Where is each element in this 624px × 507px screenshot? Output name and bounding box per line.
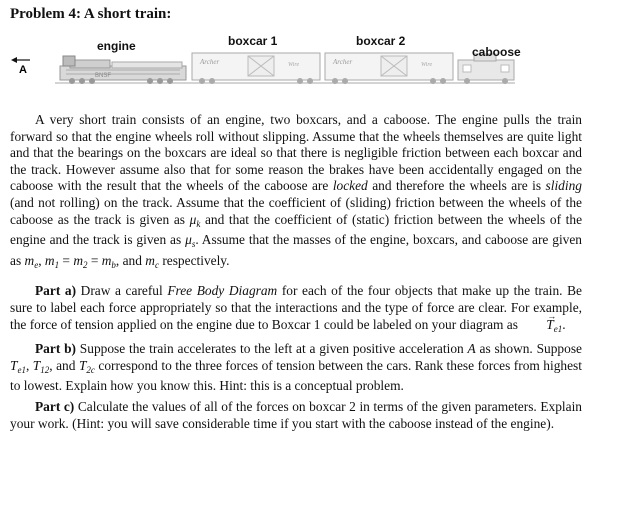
intro-paragraph: A very short train consists of an engine, two boxcars, and a caboose. The engine pulls the train forward so that the engine wheels roll without slipping. Assume that the wheels themselves are quite light and that the bearings on the boxcars are ideal so that there is negligible friction between each boxcar and the track. However assume also that for some reason the brakes have been accidentally engaged on the caboose with the result that the wheels of the caboose are locked and therefore the wheels are is sliding (and not rolling) on the track. Assume that the coefficient of (sliding) friction between the wheels of the caboose as the track is given as $\mu_k$ and that the coefficient of (static) friction between the wheels of the engine and the track is given as $\mu_s$. Assume that the masses of the engine, boxcars, and caboose are given as $m_e$, $m_1 = m_2 = m_b$, and $m_c$ respectively. xyxy=(10,112,583,270)
train-illustration xyxy=(0,30,624,90)
boxcar2-label: boxcar 2 xyxy=(356,34,406,48)
train-figure xyxy=(0,30,624,90)
boxcar1-drawing xyxy=(192,53,320,84)
boxcar2-drawing xyxy=(325,53,453,84)
svg-text:Wire: Wire xyxy=(421,62,433,68)
part-a-paragraph: Part a) Draw a careful Free Body Diagram for each of the four objects that make up the train. Be sure to label each force appropriately so that the interactions and the type of force are clear. For example, the force of tension applied on the engine due to Boxcar 1 could be labeled on your diagram as → $T_{e1}$. xyxy=(10,283,582,337)
acceleration-arrow xyxy=(11,57,30,63)
tension-vector-symbol: → T xyxy=(521,317,553,334)
engine-drawing xyxy=(60,56,186,84)
problem-body xyxy=(10,112,582,432)
problem-title: Problem 4: A short train: xyxy=(10,6,172,22)
svg-text:Archer: Archer xyxy=(200,58,220,66)
svg-text:BNSF: BNSF xyxy=(95,73,112,79)
part-b-paragraph: Part b) Suppose the train accelerates to the left at a given positive acceleration A as shown. Suppose $T_{e1}$, $T_{12}$, and $T_{2c}$ correspond to the three forces of tension between the cars. Rank these forces from highest to lowest. Explain how you know this. Hint: this is a conceptual problem. xyxy=(10,341,582,394)
acceleration-label: A xyxy=(19,64,27,76)
boxcar1-label: boxcar 1 xyxy=(228,34,278,48)
caboose-label: caboose xyxy=(472,45,521,59)
engine-label: engine xyxy=(97,39,136,53)
svg-text:Wire: Wire xyxy=(288,62,300,68)
svg-text:Archer: Archer xyxy=(333,58,353,66)
part-c-paragraph: Part c) Calculate the values of all of the forces on boxcar 2 in terms of the given parameters. Explain your work. (Hint: you will save considerable time if you start with the caboose instead of the engine). xyxy=(10,398,582,431)
